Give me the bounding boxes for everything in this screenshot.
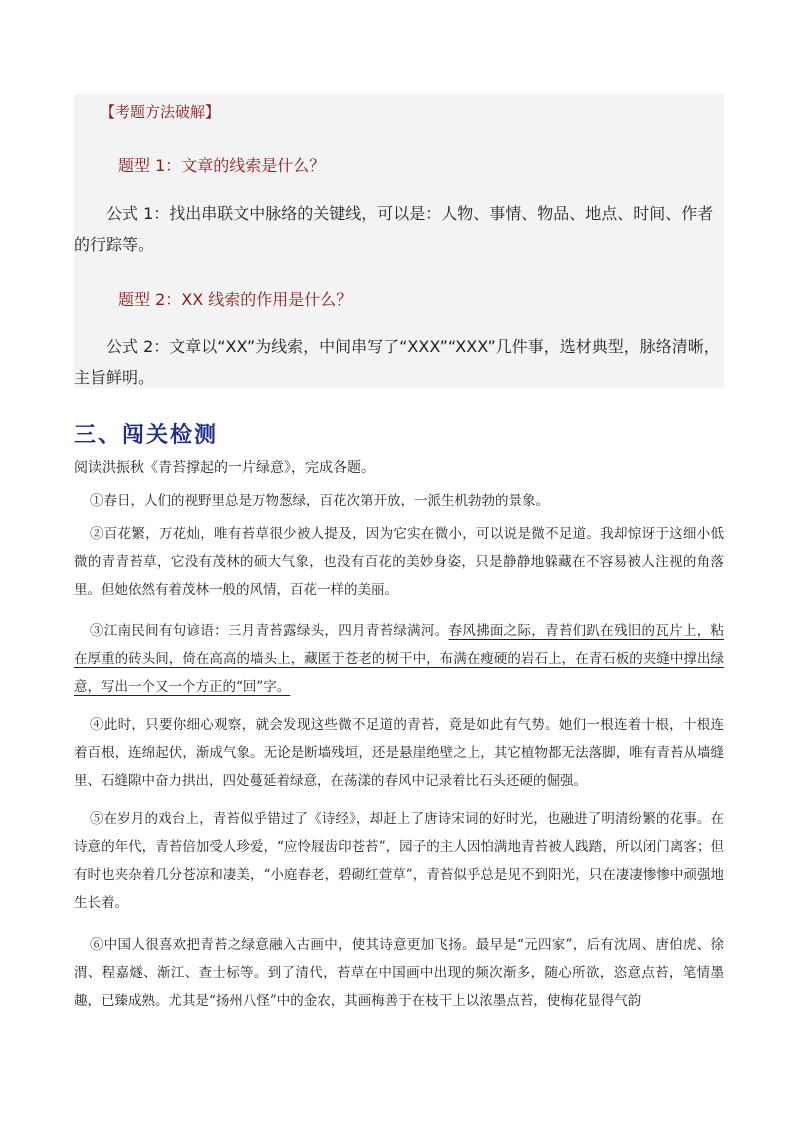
paragraph-2: ②百花繁，万花灿，唯有苔草很少被人提及，因为它实在微小，可以说是微不足道。我却惊讶于这细小低微的青青苔草，它没有茂林的硕大气象，也没有百花的美妙身姿，只是静静地躲藏在不容易被人注视的角落里。但她依然有着茂林一般的风情，百花一样的美丽。 — [74, 526, 724, 598]
paragraph-3-underlined: 春风拂面之际，青苔们趴在残旧的瓦片上，粘在厚重的砖头间，倚在高高的墙头上，藏匿于苍老的树干中，布满在瘦硬的岩石上，在青石板的夹缝中撑出绿意，写出一个又一个方正的“回”字。 — [74, 623, 725, 695]
question-type-1: 题型 1：文章的线索是什么？ — [118, 156, 326, 175]
paragraph-4: ④此时，只要你细心观察，就会发现这些微不足道的青苔，竟是如此有气势。她们一根连着十根，十根连着百根，连绵起伏，渐成气象。无论是断墙残垣，还是悬崖绝壁之上，其它植物都无法落脚，唯有青苔从墙缝里、石缝隙中奋力拱出，四处蔓延着绿意，在荡漾的春风中记录着比石头还硬的倔强。 — [74, 717, 724, 789]
method-box-title: 【考题方法破解】 — [100, 103, 221, 121]
paragraph-5: ⑤在岁月的戏台上，青苔似乎错过了《诗经》，却赶上了唐诗宋词的好时光，也融进了明清纷繁的花事。在诗意的年代，青苔倍加受人珍爱，“应怜屐齿印苍苔”，园子的主人因怕满地青苔被人践踏，所以闭门离客；但有时也夹杂着几分苍凉和凄美，“小庭春老，碧砌红萱草”，青苔似乎总是见不到阳光，只在凄凄惨惨中顽强地生长着。 — [74, 811, 724, 911]
question-type-2: 题型 2：XX 线索的作用是什么？ — [118, 290, 353, 309]
formula-2: 公式 2：文章以“XX”为线索，中间串写了“XXX”“XXX”几件事，选材典型，脉络清晰，主旨鲜明。 — [74, 337, 720, 387]
paragraph-3-plain: ③江南民间有句谚语：三月青苔露绿头，四月青苔绿满河。 — [90, 623, 449, 639]
paragraph-1: ①春日，人们的视野里总是万物葱绿，百花次第开放，一派生机勃勃的景象。 — [90, 493, 549, 509]
section-heading: 三、闯关检测 — [74, 422, 219, 448]
reading-intro: 阅读洪振秋《青苔撑起的一片绿意》，完成各题。 — [74, 460, 375, 476]
paragraph-3 — [74, 617, 724, 701]
formula-1: 公式 1：找出串联文中脉络的关键线，可以是：人物、事情、物品、地点、时间、作者的行踪等。 — [74, 204, 714, 254]
paragraph-6: ⑥中国人很喜欢把青苔之绿意融入古画中，使其诗意更加飞扬。最早是“元四家”，后有沈周、唐伯虎、徐渭、程嘉燧、渐江、查士标等。到了清代，苔草在中国画中出现的频次渐多，随心所欲，恣意点苔，笔情墨趣，已臻成熟。尤其是“扬州八怪”中的金农，其画梅善于在枝干上以浓墨点苔，使梅花显得气韵 — [74, 937, 724, 1009]
